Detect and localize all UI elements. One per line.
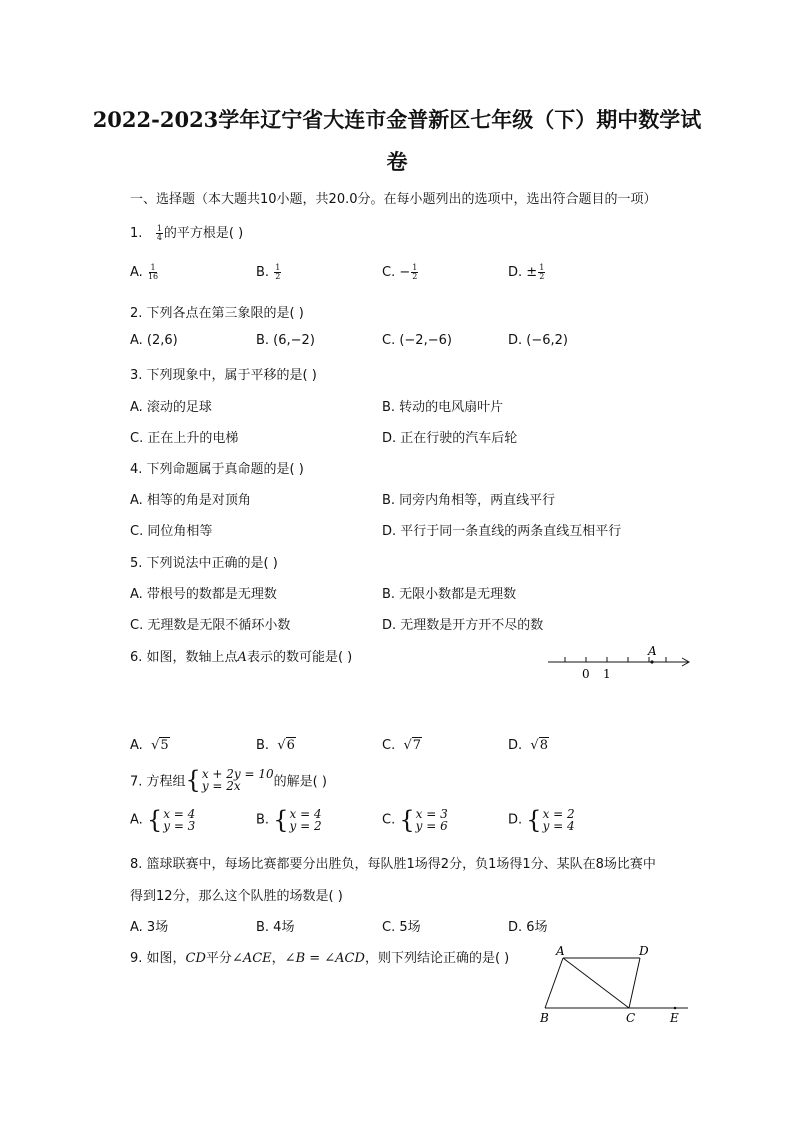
question-5-option-c: C. 无理数是无限不循环小数 <box>130 618 291 633</box>
question-6: 6. 如图，数轴上点A表示的数可能是( ) <box>130 650 353 665</box>
question-3-option-b: B. 转动的电风扇叶片 <box>382 400 504 415</box>
question-6-option-a: A. √5 <box>130 738 169 753</box>
question-7-option-a: A. { x = 4 y = 3 <box>130 806 196 834</box>
segment-dc <box>629 958 640 1008</box>
question-1-option-c: C. − $\frac{1}{2}$ <box>382 263 418 281</box>
parallelogram-figure <box>530 938 700 1030</box>
label-vertex-b: B <box>540 1011 549 1025</box>
label-vertex-c: C <box>626 1011 636 1025</box>
question-1-option-a: A. $\frac{1}{16}$ <box>130 263 159 281</box>
question-5-option-d: D. 无理数是开方开不尽的数 <box>382 618 544 633</box>
question-6-option-d: D. √8 <box>508 738 548 753</box>
section-heading: 一、选择题（本大题共10小题，共20.0分。在每小题列出的选项中，选出符合题目的一项） <box>130 192 657 207</box>
question-2-option-c: C. (−2,−6) <box>382 333 452 348</box>
question-5: 5. 下列说法中正确的是( ) <box>130 556 278 571</box>
question-1-fraction: $\frac{1}{4}$ <box>156 224 162 242</box>
question-1-text: 的平方根是( ) <box>163 226 244 241</box>
question-2: 2. 下列各点在第三象限的是( ) <box>130 306 304 321</box>
question-3: 3. 下列现象中，属于平移的是( ) <box>130 368 317 383</box>
label-point-a: A <box>648 644 657 658</box>
question-3-option-c: C. 正在上升的电梯 <box>130 431 239 446</box>
question-1 <box>130 222 243 242</box>
question-7-option-c: C. { x = 3 y = 6 <box>382 806 448 834</box>
segment-ac <box>563 958 629 1008</box>
paper-title-line-1: 2022-2023学年辽宁省大连市金普新区七年级（下）期中数学试 <box>92 107 702 132</box>
question-4-option-b: B. 同旁内角相等，两直线平行 <box>382 493 556 508</box>
question-8-line-2: 得到12分，那么这个队胜的场数是( ) <box>130 889 343 904</box>
question-5-option-b: B. 无限小数都是无理数 <box>382 587 517 602</box>
question-3-option-a: A. 滚动的足球 <box>130 400 212 415</box>
label-point-e: E <box>670 1011 679 1025</box>
question-4-option-d: D. 平行于同一条直线的两条直线互相平行 <box>382 524 622 539</box>
label-vertex-a: A <box>556 944 565 958</box>
label-vertex-d: D <box>639 944 649 958</box>
question-2-option-a: A. (2,6) <box>130 333 178 348</box>
point-e-dot <box>674 1007 677 1010</box>
question-9: 9. 如图，CD平分∠ACE，∠B = ∠ACD，则下列结论正确的是( ) <box>130 951 510 966</box>
segment-ab <box>545 958 563 1008</box>
question-4-option-c: C. 同位角相等 <box>130 524 213 539</box>
question-8-option-a: A. 3场 <box>130 920 169 935</box>
label-one: 1 <box>603 667 611 681</box>
question-6-option-b: B. √6 <box>256 738 295 753</box>
question-8-option-d: D. 6场 <box>508 920 548 935</box>
question-1-option-b: B. $\frac{1}{2}$ <box>256 263 281 281</box>
question-7-option-b: B. { x = 4 y = 2 <box>256 806 322 834</box>
question-5-option-a: A. 带根号的数都是无理数 <box>130 587 277 602</box>
question-3-option-d: D. 正在行驶的汽车后轮 <box>382 431 518 446</box>
question-2-option-b: B. (6,−2) <box>256 333 315 348</box>
point-a-dot <box>650 660 653 663</box>
number-line-figure <box>540 640 700 685</box>
question-8-option-b: B. 4场 <box>256 920 295 935</box>
question-1-number: 1. <box>130 226 143 241</box>
paper-title-line-2: 卷 <box>386 149 408 174</box>
question-6-option-c: C. √7 <box>382 738 422 753</box>
question-8-line-1: 8. 篮球联赛中，每场比赛都要分出胜负，每队胜1场得2分，负1场得1分、某队在8场比赛中 <box>130 857 656 872</box>
question-4: 4. 下列命题属于真命题的是( ) <box>130 462 304 477</box>
question-1-option-d: D. ± $\frac{1}{2}$ <box>508 263 545 281</box>
question-8-option-c: C. 5场 <box>382 920 421 935</box>
question-2-option-d: D. (−6,2) <box>508 333 568 348</box>
question-7-option-d: D. { x = 2 y = 4 <box>508 806 575 834</box>
label-zero: 0 <box>582 667 590 681</box>
question-7: 7. 方程组 { x + 2y = 10 y = 2x 的解是( ) <box>130 766 327 794</box>
question-4-option-a: A. 相等的角是对顶角 <box>130 493 251 508</box>
